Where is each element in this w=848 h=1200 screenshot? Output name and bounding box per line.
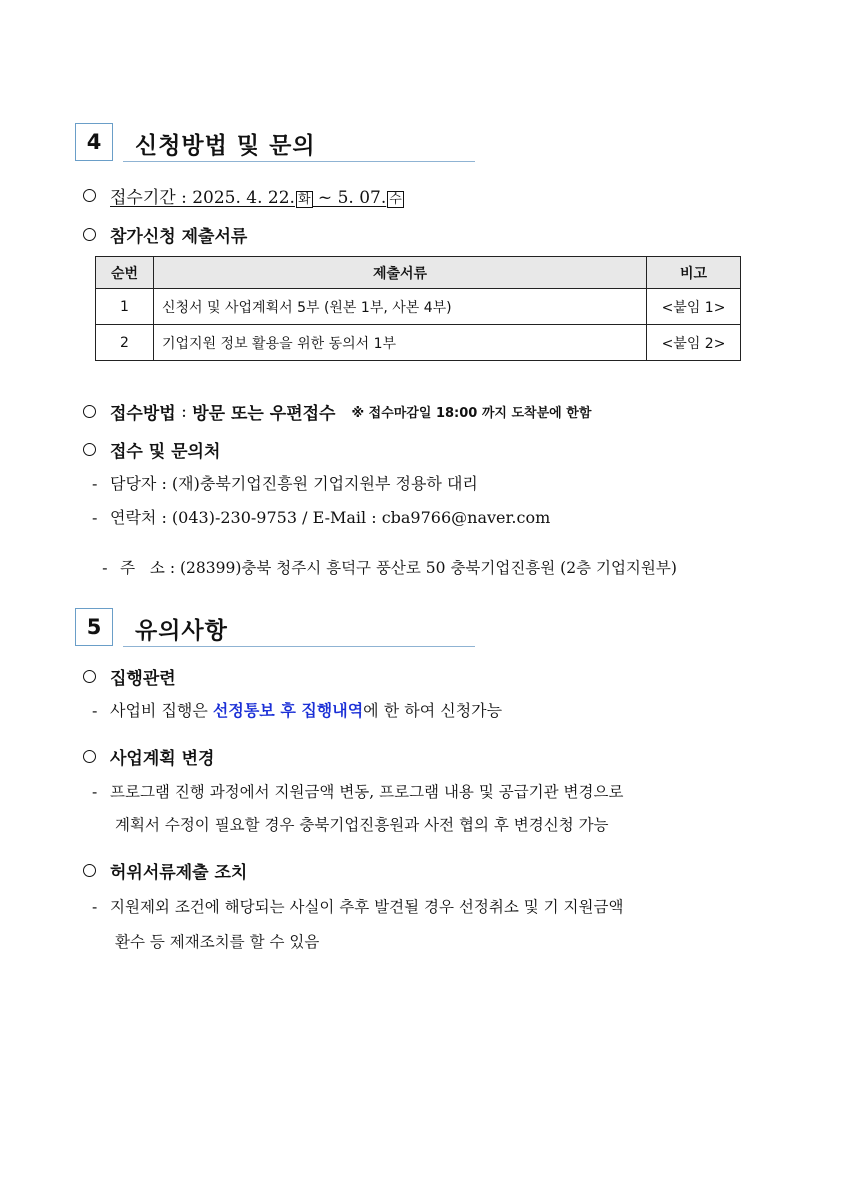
notice-heading: 허위서류제출 조치 [110,863,248,883]
notice-heading: 집행관련 [110,669,176,689]
circle-bullet-icon [83,443,96,456]
period-line [110,183,404,208]
dash-mark: - [92,701,98,720]
notice-heading: 사업계획 변경 [110,749,215,769]
header-note: 비고 [647,257,741,289]
dash-mark: - [92,474,98,493]
section-title: 유의사항 [135,618,228,644]
method-sep: : [175,401,193,422]
row-note: <붙임 1> [647,289,741,325]
method-value: 방문 또는 우편접수 [192,404,336,424]
dash-mark: - [92,783,98,801]
header-no: 순번 [96,257,154,289]
documents-table [95,256,741,361]
contact-person [92,471,478,494]
documents-heading: 참가신청 제출서류 [110,227,248,247]
notice-bullet [83,664,176,689]
contact-text: 연락처 : (043)-230-9753 / E-Mail : cba9766@naver.com [110,508,551,527]
row-doc: 기업지원 정보 활용을 위한 동의서 1부 [154,325,647,361]
contact-text: 주 소 : (28399)충북 청주시 흥덕구 풍산로 50 충북기업진흥원 (2층 기업지원부) [120,559,677,577]
contact-text: 담당자 : (재)충북기업진흥원 기업지원부 정용하 대리 [110,474,478,493]
method-bullet [83,399,591,424]
row-doc: 신청서 및 사업계획서 5부 (원본 1부, 사본 4부) [154,289,647,325]
row-no: 1 [96,289,154,325]
header-doc: 제출서류 [154,257,647,289]
circle-bullet-icon [83,405,96,418]
circle-bullet-icon [83,228,96,241]
notice-line: 프로그램 진행 과정에서 지원금액 변동, 프로그램 내용 및 공급기관 변경으로 [110,783,624,801]
table-row [96,289,741,325]
notice-highlight: 선정통보 후 집행내역 [212,701,364,720]
section-4-header [75,123,405,163]
notice-line: 환수 등 제재조치를 할 수 있음 [115,933,320,951]
notice-text [92,780,623,802]
circle-bullet-icon [83,670,96,683]
section-number: 5 [75,608,113,646]
circle-bullet-icon [83,750,96,763]
circle-bullet-icon [83,189,96,202]
contact-phone [92,505,550,528]
notice-bullet [83,744,214,769]
method-label: 접수방법 [110,404,176,424]
dash-mark: - [102,558,108,577]
contact-bullet [83,437,220,462]
end-day: 수 [389,192,402,207]
period-middle: ~ 5. 07. [312,188,387,208]
notice-line: 지원제외 조건에 해당되는 사실이 추후 발견될 경우 선정취소 및 기 지원금액 [110,898,624,916]
table-header-row [96,257,741,289]
notice-line: 계획서 수정이 필요할 경우 충북기업진흥원과 사전 협의 후 변경신청 가능 [115,816,609,834]
table-row [96,325,741,361]
dash-mark: - [92,898,98,916]
circle-bullet-icon [83,864,96,877]
section-underline [123,646,475,647]
notice-bullet [83,858,247,883]
contact-heading: 접수 및 문의처 [110,442,221,462]
notice-text [92,895,623,917]
start-day: 화 [297,192,311,207]
notice-text [92,698,502,721]
section-5-header [75,608,405,648]
dash-mark: - [92,508,98,527]
section-number: 4 [75,123,113,161]
notice-pre: 사업비 집행은 [110,701,213,720]
row-note: <붙임 2> [647,325,741,361]
section-underline [123,161,475,162]
documents-bullet [83,222,247,247]
section-title: 신청방법 및 문의 [135,133,316,159]
period-label: 접수기간 : 2025. 4. 22. [110,188,295,208]
contact-address [92,537,677,578]
period-bullet [83,183,404,208]
method-note: ※ 접수마감일 18:00 까지 도착분에 한함 [351,406,592,421]
notice-post: 에 한 하여 신청가능 [363,701,503,720]
row-no: 2 [96,325,154,361]
